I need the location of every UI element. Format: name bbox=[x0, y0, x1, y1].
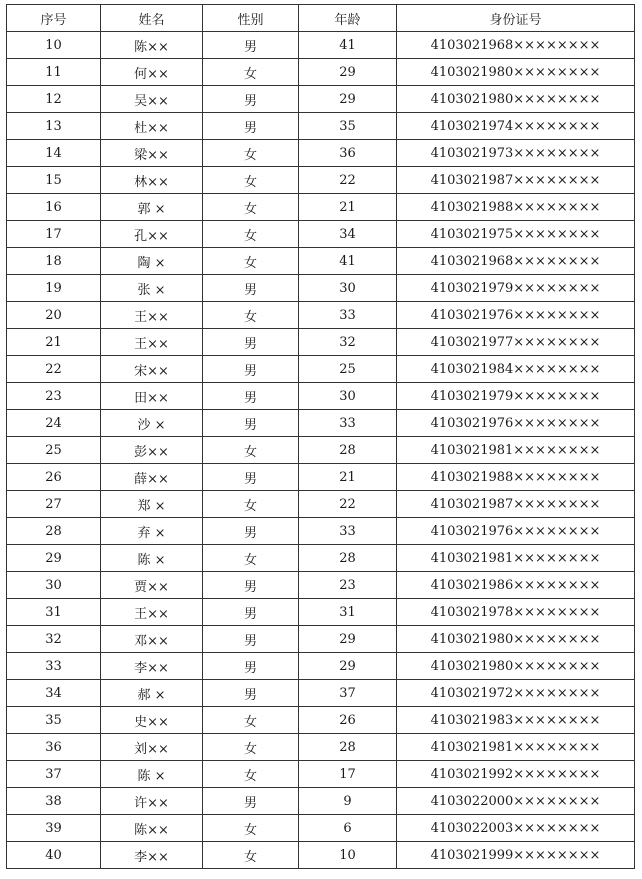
gender-cell: 女 bbox=[203, 545, 299, 572]
id-number-cell: 4103021972×××××××× bbox=[397, 680, 635, 707]
table-row bbox=[7, 275, 635, 302]
id-number-cell: 4103021981×××××××× bbox=[397, 437, 635, 464]
age-cell: 22 bbox=[299, 491, 397, 518]
gender-cell: 女 bbox=[203, 842, 299, 869]
serial-number-cell: 37 bbox=[7, 761, 101, 788]
gender-cell: 女 bbox=[203, 140, 299, 167]
serial-number-cell: 18 bbox=[7, 248, 101, 275]
name-cell: 林×× bbox=[101, 167, 203, 194]
serial-number-cell: 30 bbox=[7, 572, 101, 599]
table-row bbox=[7, 545, 635, 572]
id-number-cell: 4103021974×××××××× bbox=[397, 113, 635, 140]
header-id-number: 身份证号 bbox=[397, 5, 635, 32]
serial-number-cell: 23 bbox=[7, 383, 101, 410]
header-name: 姓名 bbox=[101, 5, 203, 32]
id-number-cell: 4103021975×××××××× bbox=[397, 221, 635, 248]
table-row bbox=[7, 464, 635, 491]
table-row bbox=[7, 653, 635, 680]
serial-number-cell: 35 bbox=[7, 707, 101, 734]
name-cell: 陈×× bbox=[101, 32, 203, 59]
gender-cell: 男 bbox=[203, 86, 299, 113]
name-cell: 刘×× bbox=[101, 734, 203, 761]
person-roster-table bbox=[6, 4, 635, 869]
gender-cell: 男 bbox=[203, 572, 299, 599]
serial-number-cell: 21 bbox=[7, 329, 101, 356]
table-row bbox=[7, 680, 635, 707]
name-cell: 李×× bbox=[101, 842, 203, 869]
table-row bbox=[7, 815, 635, 842]
age-cell: 41 bbox=[299, 32, 397, 59]
gender-cell: 男 bbox=[203, 356, 299, 383]
serial-number-cell: 24 bbox=[7, 410, 101, 437]
table-row bbox=[7, 194, 635, 221]
id-number-cell: 4103021986×××××××× bbox=[397, 572, 635, 599]
serial-number-cell: 36 bbox=[7, 734, 101, 761]
id-number-cell: 4103021987×××××××× bbox=[397, 491, 635, 518]
gender-cell: 男 bbox=[203, 653, 299, 680]
age-cell: 21 bbox=[299, 194, 397, 221]
table-row bbox=[7, 842, 635, 869]
table-row bbox=[7, 113, 635, 140]
name-cell: 许×× bbox=[101, 788, 203, 815]
name-cell: 薛×× bbox=[101, 464, 203, 491]
header-gender: 性别 bbox=[203, 5, 299, 32]
id-number-cell: 4103021987×××××××× bbox=[397, 167, 635, 194]
id-number-cell: 4103021968×××××××× bbox=[397, 248, 635, 275]
name-cell: 陈 × bbox=[101, 761, 203, 788]
header-serial-number: 序号 bbox=[7, 5, 101, 32]
serial-number-cell: 19 bbox=[7, 275, 101, 302]
id-number-cell: 4103021980×××××××× bbox=[397, 86, 635, 113]
gender-cell: 男 bbox=[203, 383, 299, 410]
age-cell: 29 bbox=[299, 626, 397, 653]
name-cell: 郑 × bbox=[101, 491, 203, 518]
age-cell: 35 bbox=[299, 113, 397, 140]
gender-cell: 女 bbox=[203, 167, 299, 194]
name-cell: 杜×× bbox=[101, 113, 203, 140]
serial-number-cell: 26 bbox=[7, 464, 101, 491]
age-cell: 29 bbox=[299, 86, 397, 113]
id-number-cell: 4103021977×××××××× bbox=[397, 329, 635, 356]
id-number-cell: 4103021980×××××××× bbox=[397, 653, 635, 680]
gender-cell: 女 bbox=[203, 248, 299, 275]
id-number-cell: 4103021976×××××××× bbox=[397, 302, 635, 329]
gender-cell: 女 bbox=[203, 707, 299, 734]
gender-cell: 女 bbox=[203, 437, 299, 464]
table-row bbox=[7, 329, 635, 356]
gender-cell: 男 bbox=[203, 329, 299, 356]
name-cell: 王×× bbox=[101, 599, 203, 626]
name-cell: 田×× bbox=[101, 383, 203, 410]
age-cell: 33 bbox=[299, 518, 397, 545]
id-number-cell: 4103021999×××××××× bbox=[397, 842, 635, 869]
name-cell: 梁×× bbox=[101, 140, 203, 167]
name-cell: 贾×× bbox=[101, 572, 203, 599]
age-cell: 22 bbox=[299, 167, 397, 194]
age-cell: 37 bbox=[299, 680, 397, 707]
name-cell: 陈 × bbox=[101, 545, 203, 572]
id-number-cell: 4103021968×××××××× bbox=[397, 32, 635, 59]
name-cell: 弃 × bbox=[101, 518, 203, 545]
serial-number-cell: 15 bbox=[7, 167, 101, 194]
table-row bbox=[7, 140, 635, 167]
gender-cell: 男 bbox=[203, 464, 299, 491]
gender-cell: 男 bbox=[203, 275, 299, 302]
gender-cell: 女 bbox=[203, 815, 299, 842]
id-number-cell: 4103021980×××××××× bbox=[397, 59, 635, 86]
age-cell: 26 bbox=[299, 707, 397, 734]
age-cell: 30 bbox=[299, 275, 397, 302]
age-cell: 34 bbox=[299, 221, 397, 248]
serial-number-cell: 11 bbox=[7, 59, 101, 86]
serial-number-cell: 28 bbox=[7, 518, 101, 545]
gender-cell: 男 bbox=[203, 599, 299, 626]
name-cell: 史×× bbox=[101, 707, 203, 734]
table-row bbox=[7, 761, 635, 788]
gender-cell: 女 bbox=[203, 221, 299, 248]
table-row bbox=[7, 410, 635, 437]
table-row bbox=[7, 734, 635, 761]
serial-number-cell: 17 bbox=[7, 221, 101, 248]
name-cell: 何×× bbox=[101, 59, 203, 86]
gender-cell: 男 bbox=[203, 626, 299, 653]
age-cell: 41 bbox=[299, 248, 397, 275]
age-cell: 10 bbox=[299, 842, 397, 869]
age-cell: 33 bbox=[299, 302, 397, 329]
age-cell: 17 bbox=[299, 761, 397, 788]
serial-number-cell: 22 bbox=[7, 356, 101, 383]
age-cell: 28 bbox=[299, 734, 397, 761]
name-cell: 彭×× bbox=[101, 437, 203, 464]
table-row bbox=[7, 626, 635, 653]
name-cell: 邓×× bbox=[101, 626, 203, 653]
id-number-cell: 4103021980×××××××× bbox=[397, 626, 635, 653]
table-row bbox=[7, 383, 635, 410]
gender-cell: 女 bbox=[203, 491, 299, 518]
name-cell: 张 × bbox=[101, 275, 203, 302]
id-number-cell: 4103021973×××××××× bbox=[397, 140, 635, 167]
serial-number-cell: 40 bbox=[7, 842, 101, 869]
table-row bbox=[7, 302, 635, 329]
name-cell: 吴×× bbox=[101, 86, 203, 113]
serial-number-cell: 12 bbox=[7, 86, 101, 113]
id-number-cell: 4103021984×××××××× bbox=[397, 356, 635, 383]
gender-cell: 男 bbox=[203, 410, 299, 437]
age-cell: 9 bbox=[299, 788, 397, 815]
id-number-cell: 4103022003×××××××× bbox=[397, 815, 635, 842]
gender-cell: 男 bbox=[203, 788, 299, 815]
gender-cell: 女 bbox=[203, 734, 299, 761]
name-cell: 王×× bbox=[101, 302, 203, 329]
age-cell: 28 bbox=[299, 437, 397, 464]
name-cell: 陶 × bbox=[101, 248, 203, 275]
age-cell: 31 bbox=[299, 599, 397, 626]
serial-number-cell: 39 bbox=[7, 815, 101, 842]
age-cell: 28 bbox=[299, 545, 397, 572]
table-row bbox=[7, 518, 635, 545]
header-row bbox=[7, 5, 635, 32]
id-number-cell: 4103021981×××××××× bbox=[397, 545, 635, 572]
serial-number-cell: 25 bbox=[7, 437, 101, 464]
header-age: 年龄 bbox=[299, 5, 397, 32]
table-row bbox=[7, 491, 635, 518]
name-cell: 孔×× bbox=[101, 221, 203, 248]
serial-number-cell: 10 bbox=[7, 32, 101, 59]
table-row bbox=[7, 599, 635, 626]
age-cell: 32 bbox=[299, 329, 397, 356]
id-number-cell: 4103021976×××××××× bbox=[397, 410, 635, 437]
gender-cell: 女 bbox=[203, 59, 299, 86]
gender-cell: 女 bbox=[203, 761, 299, 788]
gender-cell: 女 bbox=[203, 302, 299, 329]
serial-number-cell: 20 bbox=[7, 302, 101, 329]
table-row bbox=[7, 788, 635, 815]
name-cell: 李×× bbox=[101, 653, 203, 680]
table-row bbox=[7, 32, 635, 59]
table-row bbox=[7, 248, 635, 275]
serial-number-cell: 27 bbox=[7, 491, 101, 518]
gender-cell: 女 bbox=[203, 194, 299, 221]
serial-number-cell: 32 bbox=[7, 626, 101, 653]
table-row bbox=[7, 167, 635, 194]
serial-number-cell: 33 bbox=[7, 653, 101, 680]
serial-number-cell: 34 bbox=[7, 680, 101, 707]
serial-number-cell: 31 bbox=[7, 599, 101, 626]
serial-number-cell: 14 bbox=[7, 140, 101, 167]
age-cell: 30 bbox=[299, 383, 397, 410]
id-number-cell: 4103021988×××××××× bbox=[397, 194, 635, 221]
name-cell: 郭 × bbox=[101, 194, 203, 221]
table-row bbox=[7, 572, 635, 599]
name-cell: 王×× bbox=[101, 329, 203, 356]
id-number-cell: 4103022000×××××××× bbox=[397, 788, 635, 815]
name-cell: 沙 × bbox=[101, 410, 203, 437]
age-cell: 23 bbox=[299, 572, 397, 599]
gender-cell: 男 bbox=[203, 518, 299, 545]
name-cell: 陈×× bbox=[101, 815, 203, 842]
age-cell: 21 bbox=[299, 464, 397, 491]
gender-cell: 男 bbox=[203, 680, 299, 707]
gender-cell: 男 bbox=[203, 32, 299, 59]
id-number-cell: 4103021976×××××××× bbox=[397, 518, 635, 545]
serial-number-cell: 16 bbox=[7, 194, 101, 221]
name-cell: 宋×× bbox=[101, 356, 203, 383]
age-cell: 29 bbox=[299, 59, 397, 86]
id-number-cell: 4103021979×××××××× bbox=[397, 275, 635, 302]
table-row bbox=[7, 707, 635, 734]
age-cell: 6 bbox=[299, 815, 397, 842]
id-number-cell: 4103021983×××××××× bbox=[397, 707, 635, 734]
name-cell: 郝 × bbox=[101, 680, 203, 707]
id-number-cell: 4103021992×××××××× bbox=[397, 761, 635, 788]
table-row bbox=[7, 221, 635, 248]
id-number-cell: 4103021979×××××××× bbox=[397, 383, 635, 410]
serial-number-cell: 38 bbox=[7, 788, 101, 815]
age-cell: 33 bbox=[299, 410, 397, 437]
id-number-cell: 4103021988×××××××× bbox=[397, 464, 635, 491]
serial-number-cell: 13 bbox=[7, 113, 101, 140]
serial-number-cell: 29 bbox=[7, 545, 101, 572]
table-row bbox=[7, 437, 635, 464]
table-row bbox=[7, 356, 635, 383]
age-cell: 29 bbox=[299, 653, 397, 680]
gender-cell: 男 bbox=[203, 113, 299, 140]
age-cell: 25 bbox=[299, 356, 397, 383]
table-row bbox=[7, 86, 635, 113]
table-row bbox=[7, 59, 635, 86]
id-number-cell: 4103021978×××××××× bbox=[397, 599, 635, 626]
age-cell: 36 bbox=[299, 140, 397, 167]
id-number-cell: 4103021981×××××××× bbox=[397, 734, 635, 761]
roster-body bbox=[7, 32, 635, 869]
